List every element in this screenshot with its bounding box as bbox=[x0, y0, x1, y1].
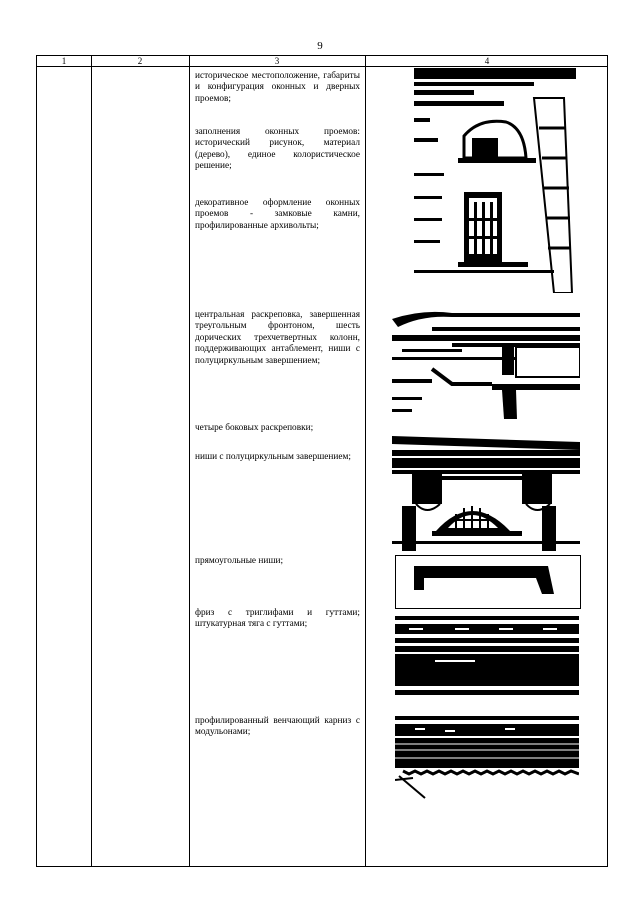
entry-central-projection: центральная раскреповка, завершенная треугольным фронтоном, шесть дорических трехчетвертных колонн, поддерживающих антаблемент, ниши с полуциркульным завершением; bbox=[195, 310, 360, 366]
page-number: 9 bbox=[317, 40, 323, 52]
arched-niche-photo bbox=[392, 436, 580, 551]
column-header-4: 4 bbox=[484, 56, 490, 66]
entry-cornice: профилированный венчающий карниз с модульонами; bbox=[195, 716, 360, 738]
column-divider bbox=[91, 56, 92, 866]
frieze-photo bbox=[395, 616, 579, 701]
entry-side-projections: четыре боковых раскреповки; bbox=[195, 423, 314, 433]
column-header-2: 2 bbox=[137, 56, 143, 66]
header-divider bbox=[37, 66, 607, 67]
column-divider bbox=[365, 56, 366, 866]
entry-arched-niches: ниши с полуциркульным завершением; bbox=[195, 452, 351, 462]
cornice-photo bbox=[395, 716, 579, 801]
entry-frieze: фриз с триглифами и гуттами; штукатурная тяга с гуттами; bbox=[195, 608, 360, 630]
document-table bbox=[36, 55, 608, 867]
column-header-1: 1 bbox=[61, 56, 67, 66]
rectangular-niche-photo bbox=[395, 555, 581, 609]
entry-rectangular-niches: прямоугольные ниши; bbox=[195, 556, 284, 566]
column-header-3: 3 bbox=[274, 56, 280, 66]
column-divider bbox=[189, 56, 190, 866]
facade-window-photo bbox=[414, 68, 576, 293]
entry-window-layout: историческое местоположение, габариты и конфигурация оконных и дверных проемов; bbox=[195, 71, 360, 104]
entry-window-fill: заполнения оконных проемов: исторический рисунок, материал (дерево), единое колористическое решение; bbox=[195, 127, 360, 172]
entry-window-decor: декоративное оформление оконных проемов - замковые камни, профилированные архивольты; bbox=[195, 198, 360, 231]
central-projection-photo bbox=[392, 309, 580, 419]
